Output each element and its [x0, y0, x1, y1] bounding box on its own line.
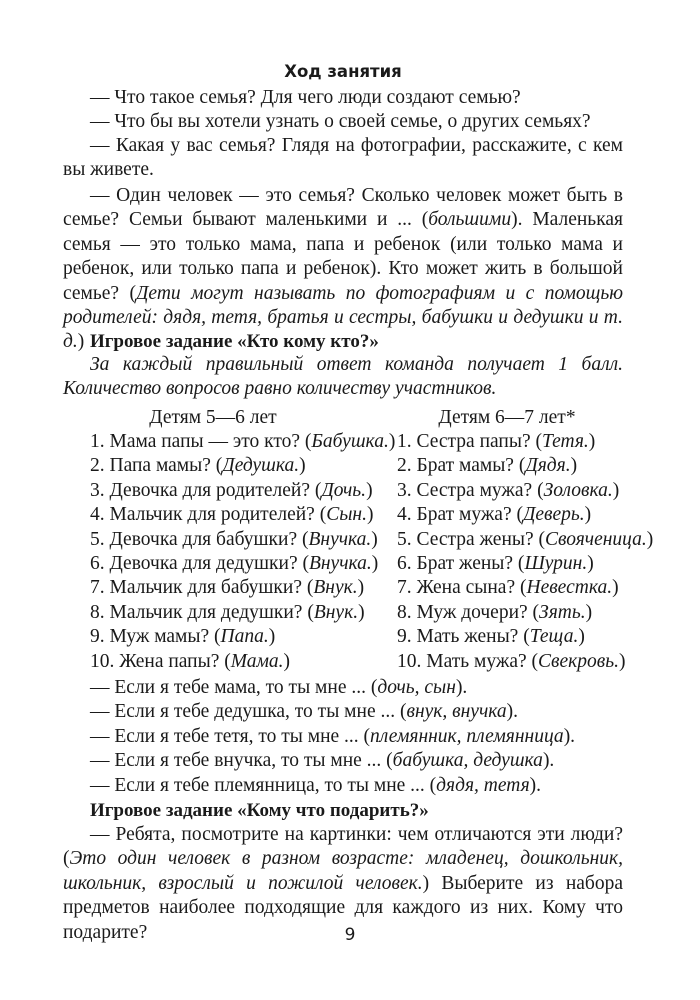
answer: большими [428, 209, 512, 231]
answer-text: Шурин. [524, 553, 588, 575]
list-item [397, 479, 653, 503]
answer-text: Внучка. [308, 553, 372, 575]
question-text: — Если я тебе мама, то ты мне ... ( [90, 677, 378, 698]
list-item [90, 774, 575, 798]
question-text: — Если я тебе тетя, то ты мне ... ( [90, 725, 371, 747]
closing-text: ) [570, 455, 578, 477]
closing-text: ) [585, 601, 593, 623]
question-text: 3. Девочка для родителей? ( [90, 479, 322, 501]
left-column-header: Детям 5—6 лет [149, 407, 277, 428]
answer-text: племянник, племянница [370, 725, 564, 747]
closing-text: ) [646, 528, 654, 550]
answer-text: внук, внучка [406, 701, 507, 723]
answer-text: Свояченица. [545, 528, 647, 550]
question-text: 4. Брат мужа? ( [397, 504, 523, 526]
game1-heading: Игровое задание «Кто кому кто?» [90, 331, 379, 352]
list-item [90, 601, 395, 625]
closing-text: ) [371, 553, 379, 575]
question-text: 7. Мальчик для бабушки? ( [90, 577, 314, 599]
question-text: 5. Девочка для бабушки? ( [90, 528, 309, 550]
question-text: — Если я тебе внучка, то ты мне ... ( [90, 750, 393, 772]
left-question-list [90, 430, 395, 674]
text: ) [77, 331, 85, 353]
if-statements-list [90, 676, 575, 798]
closing-text: ) [587, 553, 594, 575]
answer-text: Дедушка. [222, 455, 300, 477]
text: — Один человек — это семья? Сколько человек может быть в семье? Семьи бывают маленькими и ... ( [63, 185, 623, 231]
list-item [90, 676, 575, 700]
answer-text: Тетя. [541, 431, 589, 452]
question-1: — Что такое семья? Для чего люди создают семью? [90, 87, 521, 108]
page-number: 9 [344, 925, 356, 945]
list-item [90, 725, 575, 749]
answer-text: Сын. [326, 504, 367, 526]
question-text: 4. Мальчик для родителей? ( [90, 504, 327, 526]
list-item [90, 625, 395, 649]
answer-text: Дочь. [321, 479, 367, 501]
list-item [397, 576, 653, 600]
question-text: 10. Жена папы? ( [90, 650, 231, 672]
answer-text: дядя, тетя [436, 774, 530, 796]
right-question-list [397, 430, 653, 674]
answer-text: Дядя. [525, 455, 571, 477]
list-item [90, 749, 575, 773]
teacher-note: Дети могут называть по фотографиям и с помощью родителей: дядя, тетя, братья и сестры, бабушки и дедушки и т. д. [63, 282, 623, 353]
note-text: За каждый правильный ответ команда получает 1 балл. Количество вопросов равно количеству участников. [63, 354, 623, 400]
list-item [397, 625, 653, 649]
closing-text: ) [299, 455, 306, 477]
closing-text: ) [358, 601, 365, 623]
closing-text: ) [612, 479, 620, 501]
list-item [90, 700, 575, 724]
question-text: 3. Сестра мужа? ( [397, 479, 544, 501]
closing-text: ) [588, 431, 596, 452]
question-text: 5. Сестра жены? ( [397, 528, 546, 550]
list-item [90, 576, 395, 600]
question-text: 9. Мать жены? ( [397, 626, 530, 648]
question-text: 1. Сестра папы? ( [397, 431, 542, 452]
list-item [90, 503, 395, 527]
question-text: 2. Брат мамы? ( [397, 455, 526, 477]
question-text: 6. Девочка для дедушки? ( [90, 553, 309, 575]
closing-text: ) [584, 504, 592, 526]
list-item [397, 552, 653, 576]
list-item [397, 528, 653, 552]
right-column-header: Детям 6—7 лет* [438, 407, 576, 428]
closing-text: ). [455, 677, 468, 698]
answer-text: Бабушка. [311, 431, 389, 452]
list-item [397, 430, 653, 454]
answer-text: Внучка. [308, 528, 372, 550]
answer-text: Золовка. [543, 479, 613, 501]
question-text: 2. Папа мамы? ( [90, 455, 223, 477]
question-3: — Какая у вас семья? Глядя на фотографии, расскажите, с кем вы живете. [63, 135, 623, 181]
answer-text: Свекровь. [538, 650, 619, 672]
closing-text: ). [542, 750, 555, 772]
question-2: — Что бы вы хотели узнать о своей семье, о других семьях? [90, 111, 591, 132]
question-text: 1. Мама папы — это кто? ( [90, 431, 312, 452]
question-text: — Если я тебе племянница, то ты мне ... ( [90, 774, 437, 796]
list-item [90, 430, 395, 454]
list-item [397, 503, 653, 527]
list-item [90, 552, 395, 576]
list-item [90, 528, 395, 552]
closing-text: ) [578, 626, 585, 648]
text: ) Выберите из набора предметов наиболее подходящие для каждого из них. Кому что подарите? [63, 872, 624, 943]
answer-text: дочь, сын [377, 677, 456, 698]
answer-text: Невестка. [526, 577, 613, 599]
closing-text: ) [371, 528, 378, 550]
list-item [397, 454, 653, 478]
closing-text: ) [268, 626, 276, 648]
question-text: 8. Муж дочери? ( [397, 601, 540, 623]
closing-text: ) [366, 504, 374, 526]
closing-text: ) [283, 650, 291, 672]
answer-text: Деверь. [522, 504, 585, 526]
closing-text: ). [529, 774, 542, 796]
section-title: Ход занятия [284, 62, 402, 81]
closing-text: ). [506, 701, 519, 723]
closing-text: ). [563, 725, 576, 747]
answer-text: Зять. [539, 601, 586, 623]
closing-text: ) [357, 577, 365, 599]
answer-text: Мама. [230, 650, 284, 672]
text: ). Маленькая семья — это только мама, папа и ребенок (или только мама и ребенок, или только папа и ребенок). Кто может жить в большой семье? ( [63, 209, 623, 304]
teacher-note: Это один человек в разном возрасте: младенец, дошкольник, школьник, взрослый и пожилой человек. [63, 848, 623, 894]
question-text: 6. Брат жены? ( [397, 553, 525, 575]
question-text: 8. Мальчик для дедушки? ( [90, 601, 314, 623]
closing-text: ) [612, 577, 619, 599]
list-item [397, 650, 653, 674]
question-text: 7. Жена сына? ( [397, 577, 527, 599]
question-text: 9. Муж мамы? ( [90, 626, 221, 648]
text: — Ребята, посмотрите на картинки: чем отличаются эти люди? ( [63, 824, 623, 870]
question-text: 10. Мать мужа? ( [397, 650, 539, 672]
answer-text: Теща. [529, 626, 579, 648]
answer-text: Внук. [313, 601, 359, 623]
game1-note [63, 353, 623, 402]
answer-text: Папа. [220, 626, 269, 648]
answer-text: Внук. [313, 577, 358, 599]
closing-text: ) [366, 479, 373, 501]
closing-text: ) [388, 431, 396, 452]
list-item [90, 479, 395, 503]
list-item [397, 601, 653, 625]
answer-text: бабушка, дедушка [392, 750, 543, 772]
list-item [90, 650, 395, 674]
closing-text: ) [618, 650, 626, 672]
list-item [90, 454, 395, 478]
question-text: — Если я тебе дедушка, то ты мне ... ( [90, 701, 407, 723]
game2-heading: Игровое задание «Кому что подарить?» [90, 800, 429, 821]
